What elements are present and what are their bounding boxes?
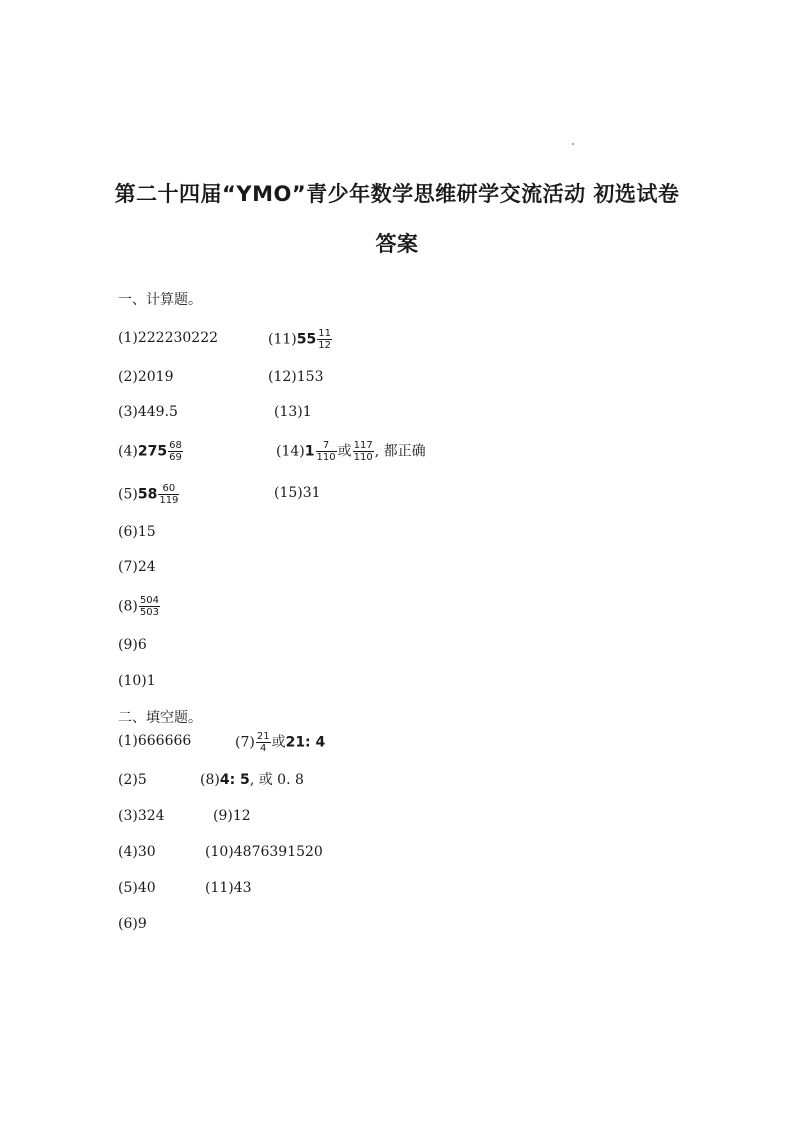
answer-item <box>118 328 218 348</box>
item-value: 9 <box>137 916 147 932</box>
denominator: 69 <box>169 452 182 463</box>
numerator: 68 <box>169 440 182 451</box>
denominator: 119 <box>159 495 179 506</box>
answer-item <box>118 878 156 898</box>
item-number: (14) <box>276 443 305 460</box>
answer-item <box>118 557 156 577</box>
answer-item <box>274 402 312 422</box>
item-number: (11) <box>268 331 297 348</box>
item-number: (9) <box>213 808 233 824</box>
item-value: 449.5 <box>137 404 178 420</box>
fraction <box>317 328 332 351</box>
mixed-number-whole: 58 <box>137 486 158 503</box>
answer-item <box>118 635 147 655</box>
item-number: (10) <box>205 844 234 860</box>
answer-item <box>118 842 156 862</box>
item-value: 222230222 <box>137 330 219 346</box>
item-number: (4) <box>118 443 138 460</box>
item-number: (5) <box>118 486 138 503</box>
denominator: 110 <box>316 452 336 463</box>
answer-item <box>118 440 184 463</box>
item-number: (13) <box>274 404 303 420</box>
answer-item <box>118 671 156 691</box>
answer-item <box>118 522 156 542</box>
item-value: 2019 <box>137 369 174 385</box>
item-number: (9) <box>118 637 138 653</box>
answer-item <box>118 367 173 387</box>
item-value: 1 <box>302 404 312 420</box>
fraction <box>139 595 160 618</box>
section-heading-calculation: 一、计算题。 <box>118 292 202 308</box>
item-value: 4876391520 <box>233 844 323 860</box>
item-value: 12 <box>232 808 251 824</box>
fraction <box>158 483 179 506</box>
item-number: (15) <box>274 485 303 501</box>
item-number: (10) <box>118 673 147 689</box>
answer-item <box>213 806 251 826</box>
numerator: 21 <box>256 731 270 742</box>
or-text: 或 <box>271 734 286 751</box>
answer-item <box>118 770 147 790</box>
mixed-number-whole: 55 <box>296 331 317 348</box>
answer-item <box>118 402 178 422</box>
item-number: (7) <box>118 559 138 575</box>
item-number: (8) <box>118 598 138 615</box>
ratio-value: 4: 5 <box>219 772 250 788</box>
note-text: , 都正确 <box>374 443 426 460</box>
fraction <box>256 731 271 754</box>
item-number: (6) <box>118 916 138 932</box>
denominator: 503 <box>139 607 159 618</box>
ratio-value: 21: 4 <box>285 734 326 751</box>
numerator: 60 <box>158 483 179 495</box>
item-value: 43 <box>233 880 252 896</box>
item-number: (3) <box>118 404 138 420</box>
answer-item <box>118 806 165 826</box>
item-value: 24 <box>137 559 156 575</box>
answer-item <box>274 483 321 503</box>
answer-item <box>118 731 191 751</box>
item-value: 30 <box>137 844 156 860</box>
numerator: 504 <box>139 595 159 606</box>
mixed-number-whole: 275 <box>137 443 168 460</box>
item-number: (1) <box>118 330 138 346</box>
item-number: (8) <box>200 772 220 788</box>
section-heading-fill-blank: 二、填空题。 <box>118 710 202 726</box>
answer-item <box>235 731 325 754</box>
item-number: (7) <box>235 734 255 751</box>
denominator: 110 <box>353 452 373 463</box>
numerator: 7 <box>316 440 337 452</box>
answer-item <box>118 914 147 934</box>
answer-item <box>200 770 304 790</box>
denominator: 12 <box>318 340 331 351</box>
answer-item <box>118 483 180 506</box>
item-value: 5 <box>137 772 147 788</box>
item-number: (11) <box>205 880 234 896</box>
answer-item <box>268 328 333 351</box>
item-number: (5) <box>118 880 138 896</box>
fraction <box>316 440 337 463</box>
answer-item <box>205 878 252 898</box>
scan-speck <box>572 143 574 145</box>
item-value: 31 <box>302 485 321 501</box>
item-value: 40 <box>137 880 156 896</box>
item-value: 1 <box>146 673 156 689</box>
fraction <box>353 440 374 463</box>
or-text: 或 <box>337 443 352 460</box>
item-value: 15 <box>137 524 156 540</box>
item-number: (1) <box>118 733 138 749</box>
numerator: 117 <box>353 440 373 451</box>
item-number: (3) <box>118 808 138 824</box>
page-title: 第二十四届“YMO”青少年数学思维研学交流活动 初选试卷 <box>114 182 680 206</box>
numerator: 11 <box>318 328 331 339</box>
denominator: 4 <box>260 743 267 754</box>
item-number: (4) <box>118 844 138 860</box>
answer-item <box>118 595 161 618</box>
item-value: 6 <box>137 637 147 653</box>
item-number: (12) <box>268 369 297 385</box>
fraction <box>168 440 183 463</box>
page-subtitle: 答案 <box>375 232 419 256</box>
item-value: 153 <box>296 369 324 385</box>
answer-item <box>276 440 426 463</box>
item-number: (2) <box>118 369 138 385</box>
note-text: , 或 0. 8 <box>249 772 304 788</box>
answer-item <box>268 367 323 387</box>
mixed-number-whole: 1 <box>304 443 315 460</box>
item-value: 666666 <box>137 733 192 749</box>
item-number: (2) <box>118 772 138 788</box>
item-value: 324 <box>137 808 165 824</box>
answer-item <box>205 842 323 862</box>
item-number: (6) <box>118 524 138 540</box>
